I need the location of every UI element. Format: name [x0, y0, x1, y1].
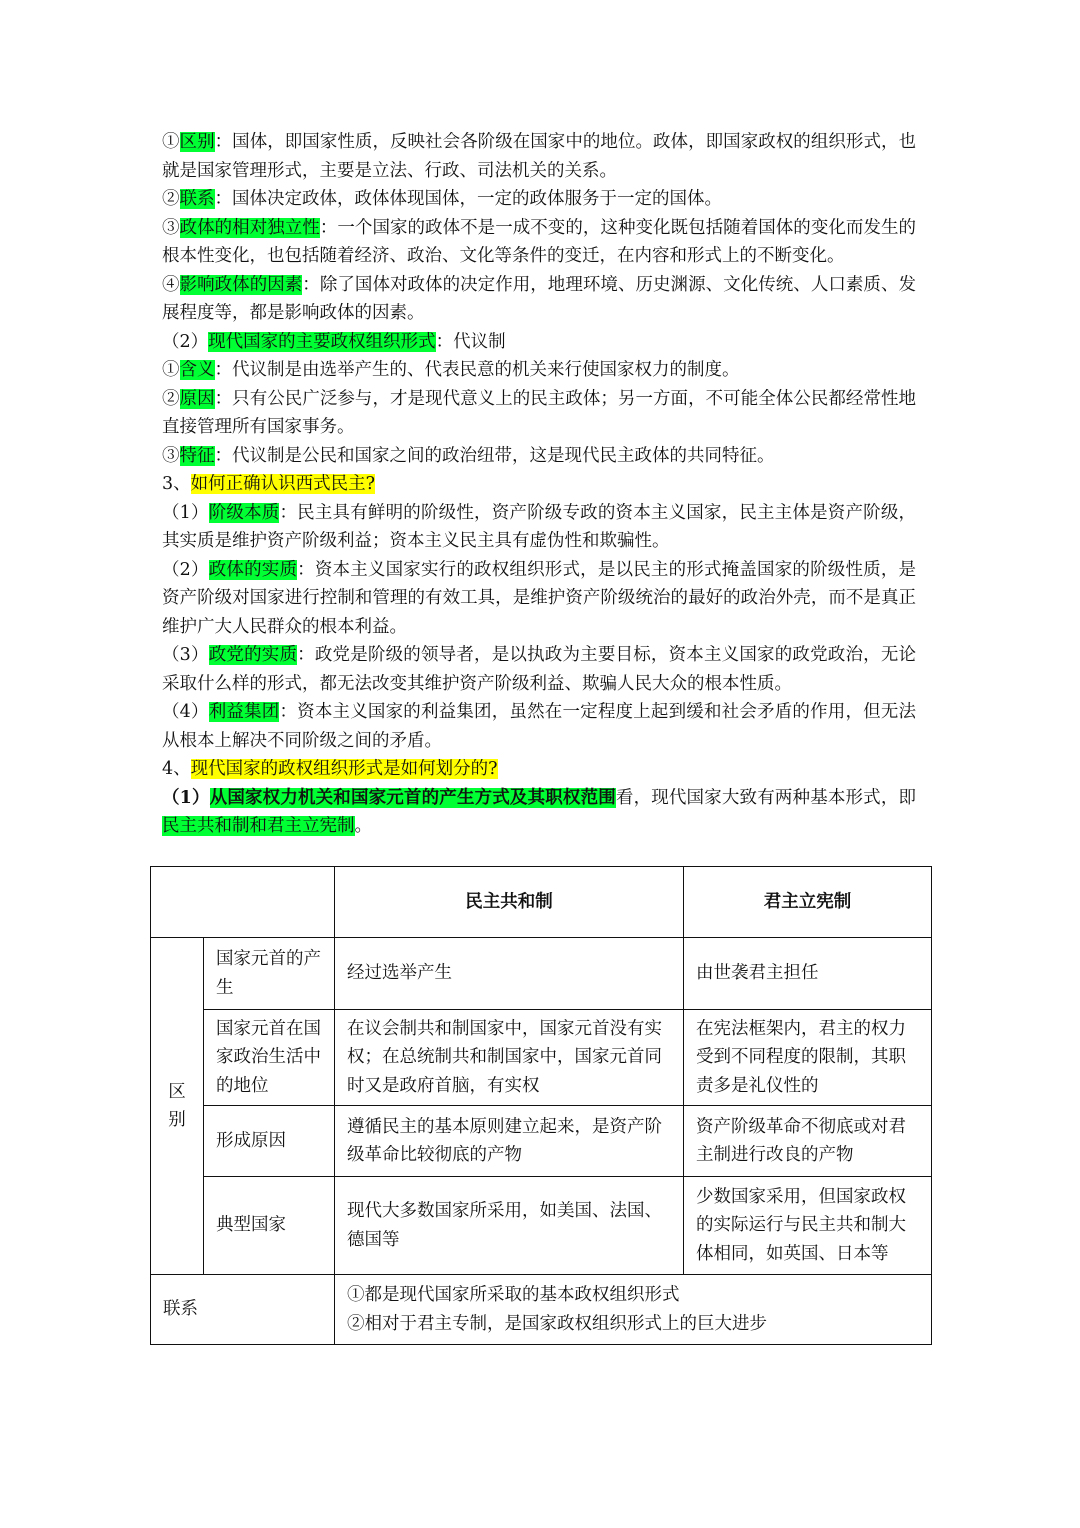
point-party-essence: （3）政党的实质：政党是阶级的领导者，是以执政为主要目标，资本主义国家的政党政治，无论采取什么样的形式，都无法改变其维护资产阶级利益、欺骗人民大众的根本性质。 — [162, 645, 917, 694]
row-label: 国家元首的产生 — [204, 938, 335, 1010]
keyword-highlight: 特征 — [179, 445, 215, 466]
item-distinction: ①区别：国体，即国家性质，反映社会各阶级在国家中的地位。政体，即国家政权的组织形式，也就是国家管理形式，主要是立法、行政、司法机关的关系。 — [162, 132, 917, 181]
row-cell-republic: 在议会制共和制国家中，国家元首没有实权；在总统制共和制国家中，国家元首同时又是政府首脑，有实权 — [335, 1010, 684, 1106]
row-cell-republic: 遵循民主的基本原则建立起来，是资产阶级革命比较彻底的产物 — [335, 1106, 684, 1177]
question-3: 3、如何正确认识西式民主? — [162, 474, 376, 494]
row-label: 国家元首在国家政治生活中的地位 — [204, 1010, 335, 1106]
keyword-highlight: 原因 — [179, 388, 215, 409]
keyword-highlight: 政党的实质 — [208, 645, 298, 665]
header-empty-cell — [151, 867, 335, 938]
item-connection: ②联系：国体决定政体，政体体现国体，一定的政体服务于一定的国体。 — [162, 189, 722, 209]
row-label: 典型国家 — [204, 1177, 335, 1275]
question-4: 4、现代国家的政权组织形式是如何划分的? — [162, 759, 498, 779]
keyword-highlight: 民主共和制和君主立宪制 — [162, 816, 355, 836]
row-label: 形成原因 — [204, 1106, 335, 1177]
row-cell-republic: 经过选举产生 — [335, 938, 684, 1010]
comparison-table — [150, 866, 932, 1345]
notes-body — [162, 128, 916, 841]
point-class-essence: （1）阶级本质：民主具有鲜明的阶级性，资产阶级专政的资本主义国家，民主主体是资产阶级，其实质是维护资产阶级利益；资本主义民主具有虚伪性和欺骗性。 — [162, 502, 916, 551]
row-cell-monarchy: 资产阶级革命不彻底或对君主制进行改良的产物 — [684, 1106, 932, 1177]
keyword-highlight: 阶级本质 — [208, 502, 280, 523]
point-interest-groups: （4）利益集团：资本主义国家的利益集团，虽然在一定程度上起到缓和社会矛盾的作用，但无法从根本上解决不同阶级之间的矛盾。 — [162, 702, 916, 751]
table-header-row — [151, 867, 932, 938]
table-row — [151, 1010, 932, 1106]
keyword-highlight: 从国家权力机关和国家元首的产生方式及其职权范围 — [209, 787, 616, 808]
point-polity-essence: （2）政体的实质：资本主义国家实行的政权组织形式，是以民主的形式掩盖国家的阶级性质，是资产阶级对国家进行控制和管理的有效工具，是维护资产阶级统治的最好的政治外壳，而不是真正维护广大人民群众的根本利益。 — [162, 559, 917, 637]
question-highlight: 现代国家的政权组织形式是如何划分的? — [190, 759, 498, 779]
item-feature: ③特征：代议制是公民和国家之间的政治纽带，这是现代民主政体的共同特征。 — [162, 445, 775, 466]
row-cell-monarchy: 在宪法框架内，君主的权力受到不同程度的限制，其职责多是礼仪性的 — [684, 1010, 932, 1106]
row-cell-monarchy: 少数国家采用，但国家政权的实际运行与民主共和制大体相同，如英国、日本等 — [684, 1177, 932, 1275]
table-row — [151, 938, 932, 1010]
table-row-connection — [151, 1275, 932, 1345]
connection-line-2: ②相对于君主专制，是国家政权组织形式上的巨大进步 — [347, 1313, 767, 1334]
table-row — [151, 1177, 932, 1275]
item-reason: ②原因：只有公民广泛参与，才是现代意义上的民主政体；另一方面，不可能全体公民都经常性地直接管理所有国家事务。 — [162, 388, 917, 437]
item-meaning: ①含义：代议制是由选举产生的、代表民意的机关来行使国家权力的制度。 — [162, 360, 740, 380]
row-cell-monarchy: 由世袭君主担任 — [684, 938, 932, 1010]
table-row — [151, 1106, 932, 1177]
point-classification: （1）从国家权力机关和国家元首的产生方式及其职权范围看，现代国家大致有两种基本形式，即民主共和制和君主立宪制。 — [162, 787, 917, 836]
header-republic: 民主共和制 — [335, 867, 684, 938]
keyword-highlight: 联系 — [179, 189, 215, 209]
row-label-connection: 联系 — [151, 1275, 335, 1345]
keyword-highlight: 现代国家的主要政权组织形式 — [208, 331, 436, 352]
keyword-highlight: 政体的实质 — [208, 559, 298, 580]
item-factors: ④影响政体的因素：除了国体对政体的决定作用，地理环境、历史渊源、文化传统、人口素质、发展程度等，都是影响政体的因素。 — [162, 274, 917, 323]
subsection-representative: （2）现代国家的主要政权组织形式：代议制 — [162, 331, 506, 352]
group-label-distinction: 区别 — [151, 938, 204, 1275]
keyword-highlight: 利益集团 — [208, 702, 280, 722]
header-monarchy: 君主立宪制 — [684, 867, 932, 938]
connection-cell — [335, 1275, 932, 1345]
keyword-highlight: 区别 — [179, 132, 215, 152]
keyword-highlight: 政体的相对独立性 — [179, 217, 320, 238]
row-cell-republic: 现代大多数国家所采用，如美国、法国、德国等 — [335, 1177, 684, 1275]
question-highlight: 如何正确认识西式民主? — [190, 474, 376, 494]
connection-line-1: ①都是现代国家所采取的基本政权组织形式 — [347, 1285, 680, 1305]
keyword-highlight: 含义 — [179, 360, 215, 380]
item-independence: ③政体的相对独立性：一个国家的政体不是一成不变的，这种变化既包括随着国体的变化而发生的根本性变化，也包括随着经济、政治、文化等条件的变迁，在内容和形式上的不断变化。 — [162, 217, 917, 266]
keyword-highlight: 影响政体的因素 — [179, 274, 303, 295]
